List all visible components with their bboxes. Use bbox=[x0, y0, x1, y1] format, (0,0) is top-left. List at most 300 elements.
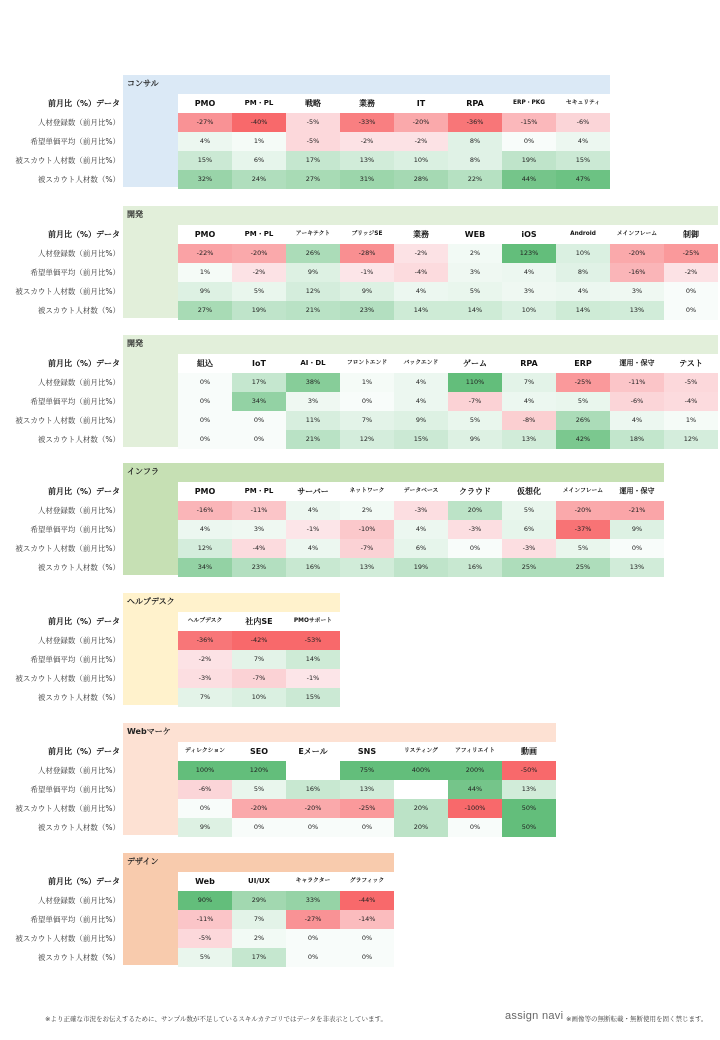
table-cell: 10% bbox=[232, 688, 286, 707]
section-title: デザイン bbox=[127, 857, 159, 866]
column-header: 業務 bbox=[394, 225, 448, 244]
table-cell: 5% bbox=[448, 282, 502, 301]
table-cell: 3% bbox=[232, 520, 286, 539]
table-cell: 44% bbox=[448, 780, 502, 799]
column-header: PM・PL bbox=[232, 94, 286, 113]
table-cell: 27% bbox=[286, 170, 340, 189]
table-cell: -1% bbox=[286, 520, 340, 539]
row-label: 被スカウト人材数（%） bbox=[37, 693, 120, 702]
table-cell: -36% bbox=[178, 631, 232, 650]
table-cell: 9% bbox=[178, 282, 232, 301]
table-cell: 21% bbox=[286, 301, 340, 320]
table-cell: 14% bbox=[394, 301, 448, 320]
table-cell: -2% bbox=[394, 244, 448, 263]
table-cell: 15% bbox=[286, 688, 340, 707]
table-cell: 42% bbox=[556, 430, 610, 449]
table-cell bbox=[394, 780, 448, 799]
table-cell: 13% bbox=[610, 558, 664, 577]
table-cell: -20% bbox=[556, 501, 610, 520]
table-cell: 3% bbox=[286, 392, 340, 411]
table-cell: 25% bbox=[556, 558, 610, 577]
row-label: 被スカウト人材数（前月比%） bbox=[15, 934, 120, 943]
table-cell: -36% bbox=[448, 113, 502, 132]
table-cell: 0% bbox=[232, 818, 286, 837]
column-header: グラフィック bbox=[340, 872, 394, 891]
table-cell: 0% bbox=[232, 411, 286, 430]
section-title: コンサル bbox=[127, 79, 159, 88]
column-header: キャラクター bbox=[286, 872, 340, 891]
table-cell: 38% bbox=[286, 373, 340, 392]
row-label: 人材登録数（前月比%） bbox=[37, 506, 120, 515]
section-title: 開発 bbox=[127, 339, 143, 348]
column-header: アフィリエイト bbox=[448, 742, 502, 761]
table-cell: 0% bbox=[340, 929, 394, 948]
section-title-band bbox=[123, 206, 718, 225]
table-cell: 15% bbox=[394, 430, 448, 449]
table-cell: 1% bbox=[340, 373, 394, 392]
table-cell: 12% bbox=[340, 430, 394, 449]
table-cell: -3% bbox=[178, 669, 232, 688]
table-cell: -27% bbox=[178, 113, 232, 132]
row-label: 希望単価平均（前月比%） bbox=[30, 525, 120, 534]
table-cell: -11% bbox=[610, 373, 664, 392]
row-label: 被スカウト人材数（%） bbox=[37, 823, 120, 832]
table-cell: 17% bbox=[232, 373, 286, 392]
column-header: RPA bbox=[448, 94, 502, 113]
table-cell: 9% bbox=[340, 282, 394, 301]
row-label: 人材登録数（前月比%） bbox=[37, 766, 120, 775]
column-header: 制御 bbox=[664, 225, 718, 244]
table-cell: 3% bbox=[502, 282, 556, 301]
column-header: PMO bbox=[178, 94, 232, 113]
table-cell: 0% bbox=[448, 818, 502, 837]
column-header: ヘルプデスク bbox=[178, 612, 232, 631]
table-cell: 5% bbox=[232, 780, 286, 799]
table-cell: 110% bbox=[448, 373, 502, 392]
table-cell: 3% bbox=[448, 263, 502, 282]
row-label: 被スカウト人材数（%） bbox=[37, 306, 120, 315]
table-cell: -5% bbox=[286, 132, 340, 151]
column-header: 仮想化 bbox=[502, 482, 556, 501]
table-cell: 4% bbox=[610, 411, 664, 430]
table-cell: 2% bbox=[340, 501, 394, 520]
table-cell: 44% bbox=[502, 170, 556, 189]
table-cell: 4% bbox=[502, 263, 556, 282]
column-header: 戦略 bbox=[286, 94, 340, 113]
table-cell: 31% bbox=[340, 170, 394, 189]
table-cell: 26% bbox=[286, 244, 340, 263]
column-header: PM・PL bbox=[232, 225, 286, 244]
table-cell: -4% bbox=[394, 263, 448, 282]
table-cell: 12% bbox=[178, 539, 232, 558]
table-cell: 25% bbox=[502, 558, 556, 577]
row-label: 被スカウト人材数（前月比%） bbox=[15, 804, 120, 813]
table-cell: 16% bbox=[286, 780, 340, 799]
section-label-column bbox=[123, 612, 178, 705]
column-header: ERP・PKG bbox=[502, 94, 556, 113]
table-cell: -10% bbox=[340, 520, 394, 539]
table-cell: 17% bbox=[232, 948, 286, 967]
table-cell: -20% bbox=[232, 244, 286, 263]
table-cell: 9% bbox=[286, 263, 340, 282]
table-cell: 14% bbox=[286, 650, 340, 669]
section-label-column bbox=[123, 482, 178, 575]
table-cell: 0% bbox=[286, 948, 340, 967]
table-cell: -2% bbox=[664, 263, 718, 282]
table-cell: 0% bbox=[610, 539, 664, 558]
table-cell: -7% bbox=[448, 392, 502, 411]
table-cell: 4% bbox=[556, 282, 610, 301]
column-header: セキュリティ bbox=[556, 94, 610, 113]
section-title: インフラ bbox=[127, 467, 159, 476]
column-header: フロントエンド bbox=[340, 354, 394, 373]
column-header: IoT bbox=[232, 354, 286, 373]
section-title-band bbox=[123, 593, 340, 612]
table-cell: 4% bbox=[556, 132, 610, 151]
table-cell: 0% bbox=[286, 929, 340, 948]
row-label: 希望単価平均（前月比%） bbox=[30, 655, 120, 664]
table-cell: 13% bbox=[340, 151, 394, 170]
table-cell: -7% bbox=[340, 539, 394, 558]
footer-note: ※より正確な市況をお伝えするために、サンプル数が不足しているスキルカテゴリではデータを非表示としています。 bbox=[45, 1015, 388, 1023]
column-header: 社内SE bbox=[232, 612, 286, 631]
table-cell: 14% bbox=[556, 301, 610, 320]
table-cell: 9% bbox=[610, 520, 664, 539]
table-cell: 50% bbox=[502, 799, 556, 818]
row-label: 被スカウト人材数（前月比%） bbox=[15, 156, 120, 165]
table-cell: -5% bbox=[664, 373, 718, 392]
table-cell: 0% bbox=[664, 301, 718, 320]
table-cell: 0% bbox=[448, 539, 502, 558]
table-cell: 200% bbox=[448, 761, 502, 780]
column-header: ブリッジSE bbox=[340, 225, 394, 244]
column-header: メインフレーム bbox=[556, 482, 610, 501]
table-cell: 0% bbox=[178, 799, 232, 818]
section-label-column bbox=[123, 94, 178, 187]
table-cell: 100% bbox=[178, 761, 232, 780]
table-cell: 5% bbox=[178, 948, 232, 967]
table-cell: -33% bbox=[340, 113, 394, 132]
table-cell: 33% bbox=[286, 891, 340, 910]
table-cell: 16% bbox=[448, 558, 502, 577]
column-header: ゲーム bbox=[448, 354, 502, 373]
table-cell: -2% bbox=[394, 132, 448, 151]
table-cell: -11% bbox=[178, 910, 232, 929]
table-cell: 7% bbox=[340, 411, 394, 430]
table-cell: 4% bbox=[394, 520, 448, 539]
column-header: Eメール bbox=[286, 742, 340, 761]
table-cell: -28% bbox=[340, 244, 394, 263]
table-cell: -100% bbox=[448, 799, 502, 818]
row-label: 被スカウト人材数（前月比%） bbox=[15, 674, 120, 683]
table-cell: -3% bbox=[502, 539, 556, 558]
table-cell: 18% bbox=[610, 430, 664, 449]
table-cell: 23% bbox=[232, 558, 286, 577]
section-title-band bbox=[123, 853, 394, 872]
table-cell: -5% bbox=[178, 929, 232, 948]
table-cell: 20% bbox=[394, 818, 448, 837]
table-cell: 4% bbox=[286, 539, 340, 558]
header-row-label: 前月比（%）データ bbox=[47, 487, 120, 496]
table-cell: -4% bbox=[664, 392, 718, 411]
table-cell: 21% bbox=[286, 430, 340, 449]
header-row-label: 前月比（%）データ bbox=[47, 747, 120, 756]
table-cell: 4% bbox=[394, 392, 448, 411]
table-cell: 4% bbox=[178, 520, 232, 539]
table-cell: 10% bbox=[502, 301, 556, 320]
table-cell: 4% bbox=[394, 373, 448, 392]
table-cell: 22% bbox=[448, 170, 502, 189]
column-header: Android bbox=[556, 225, 610, 244]
table-cell: -7% bbox=[232, 669, 286, 688]
table-cell: -53% bbox=[286, 631, 340, 650]
table-cell: 1% bbox=[664, 411, 718, 430]
table-cell: 11% bbox=[286, 411, 340, 430]
column-header: バックエンド bbox=[394, 354, 448, 373]
table-cell bbox=[286, 761, 340, 780]
row-label: 希望単価平均（前月比%） bbox=[30, 268, 120, 277]
table-cell: -4% bbox=[232, 539, 286, 558]
table-cell: 7% bbox=[232, 650, 286, 669]
table-cell: -16% bbox=[610, 263, 664, 282]
table-cell: 0% bbox=[178, 392, 232, 411]
row-label: 被スカウト人材数（前月比%） bbox=[15, 544, 120, 553]
column-header: WEB bbox=[448, 225, 502, 244]
section-title-band bbox=[123, 335, 718, 354]
section-title: 開発 bbox=[127, 210, 143, 219]
table-cell: -21% bbox=[610, 501, 664, 520]
table-cell: 4% bbox=[178, 132, 232, 151]
row-label: 被スカウト人材数（%） bbox=[37, 563, 120, 572]
table-cell: 19% bbox=[232, 301, 286, 320]
column-header: クラウド bbox=[448, 482, 502, 501]
table-cell: 50% bbox=[502, 818, 556, 837]
table-cell: -50% bbox=[502, 761, 556, 780]
column-header: アーキテクト bbox=[286, 225, 340, 244]
table-cell: -25% bbox=[556, 373, 610, 392]
table-cell: 0% bbox=[178, 430, 232, 449]
table-cell: 90% bbox=[178, 891, 232, 910]
copyright-notice: ※画像等の無断転載・無断使用を固く禁じます。 bbox=[566, 1015, 708, 1023]
table-cell: -27% bbox=[286, 910, 340, 929]
table-cell: 4% bbox=[502, 392, 556, 411]
table-cell: 6% bbox=[394, 539, 448, 558]
table-cell: -1% bbox=[286, 669, 340, 688]
table-cell: 1% bbox=[178, 263, 232, 282]
table-cell: -5% bbox=[286, 113, 340, 132]
column-header: リスティング bbox=[394, 742, 448, 761]
assign-navi-logo: assign navi bbox=[505, 1010, 564, 1022]
table-cell: 13% bbox=[610, 301, 664, 320]
column-header: 組込 bbox=[178, 354, 232, 373]
column-header: 運用・保守 bbox=[610, 354, 664, 373]
table-cell: 27% bbox=[178, 301, 232, 320]
column-header: ネットワーク bbox=[340, 482, 394, 501]
table-cell: 32% bbox=[178, 170, 232, 189]
table-cell: 3% bbox=[610, 282, 664, 301]
row-label: 人材登録数（前月比%） bbox=[37, 378, 120, 387]
row-label: 希望単価平均（前月比%） bbox=[30, 137, 120, 146]
section-title: Webマーケ bbox=[127, 727, 171, 736]
table-cell: -2% bbox=[340, 132, 394, 151]
table-cell: -3% bbox=[448, 520, 502, 539]
table-cell: 0% bbox=[178, 373, 232, 392]
column-header: SNS bbox=[340, 742, 394, 761]
table-cell: 4% bbox=[286, 501, 340, 520]
column-header: 業務 bbox=[340, 94, 394, 113]
table-cell: -22% bbox=[178, 244, 232, 263]
section-title-band bbox=[123, 463, 664, 482]
table-cell: -42% bbox=[232, 631, 286, 650]
table-cell: -1% bbox=[340, 263, 394, 282]
column-header: ディレクション bbox=[178, 742, 232, 761]
column-header: Web bbox=[178, 872, 232, 891]
table-cell: -37% bbox=[556, 520, 610, 539]
table-cell: -40% bbox=[232, 113, 286, 132]
row-label: 被スカウト人材数（%） bbox=[37, 435, 120, 444]
column-header: データベース bbox=[394, 482, 448, 501]
column-header: RPA bbox=[502, 354, 556, 373]
column-header: PMOサポート bbox=[286, 612, 340, 631]
table-cell: -20% bbox=[232, 799, 286, 818]
table-cell: 0% bbox=[286, 818, 340, 837]
table-cell: 6% bbox=[502, 520, 556, 539]
table-cell: 13% bbox=[340, 780, 394, 799]
table-cell: 5% bbox=[502, 501, 556, 520]
row-label: 希望単価平均（前月比%） bbox=[30, 785, 120, 794]
table-cell: -20% bbox=[610, 244, 664, 263]
table-cell: 9% bbox=[394, 411, 448, 430]
row-label: 希望単価平均（前月比%） bbox=[30, 397, 120, 406]
table-cell: 10% bbox=[556, 244, 610, 263]
header-row-label: 前月比（%）データ bbox=[47, 877, 120, 886]
table-cell: 8% bbox=[448, 132, 502, 151]
table-cell: -2% bbox=[178, 650, 232, 669]
header-row-label: 前月比（%）データ bbox=[47, 230, 120, 239]
table-cell: 2% bbox=[232, 929, 286, 948]
table-cell: 29% bbox=[232, 891, 286, 910]
table-cell: 5% bbox=[556, 392, 610, 411]
table-cell: 9% bbox=[448, 430, 502, 449]
table-cell: -6% bbox=[610, 392, 664, 411]
table-cell: -44% bbox=[340, 891, 394, 910]
table-cell: 0% bbox=[340, 818, 394, 837]
table-cell: 8% bbox=[556, 263, 610, 282]
table-cell: 5% bbox=[232, 282, 286, 301]
table-cell: 123% bbox=[502, 244, 556, 263]
table-cell: -11% bbox=[232, 501, 286, 520]
column-header: PM・PL bbox=[232, 482, 286, 501]
section-title-band bbox=[123, 723, 556, 742]
table-cell: 4% bbox=[394, 282, 448, 301]
row-label: 被スカウト人材数（前月比%） bbox=[15, 287, 120, 296]
table-cell: 1% bbox=[232, 132, 286, 151]
row-label: 希望単価平均（前月比%） bbox=[30, 915, 120, 924]
table-cell: 20% bbox=[448, 501, 502, 520]
table-cell: -20% bbox=[394, 113, 448, 132]
table-cell: -14% bbox=[340, 910, 394, 929]
table-cell: 20% bbox=[394, 799, 448, 818]
table-cell: 15% bbox=[178, 151, 232, 170]
table-cell: 8% bbox=[448, 151, 502, 170]
table-cell: 7% bbox=[502, 373, 556, 392]
table-cell: 5% bbox=[556, 539, 610, 558]
table-cell: 47% bbox=[556, 170, 610, 189]
table-cell: 28% bbox=[394, 170, 448, 189]
table-cell: 26% bbox=[556, 411, 610, 430]
column-header: メインフレーム bbox=[610, 225, 664, 244]
header-row-label: 前月比（%）データ bbox=[47, 617, 120, 626]
table-cell: 12% bbox=[664, 430, 718, 449]
header-row-label: 前月比（%）データ bbox=[47, 359, 120, 368]
table-cell: 6% bbox=[232, 151, 286, 170]
table-cell: -6% bbox=[556, 113, 610, 132]
column-header: iOS bbox=[502, 225, 556, 244]
section-title: ヘルプデスク bbox=[127, 597, 175, 606]
table-cell: 34% bbox=[232, 392, 286, 411]
section-label-column bbox=[123, 872, 178, 965]
column-header: PMO bbox=[178, 482, 232, 501]
table-cell: -6% bbox=[178, 780, 232, 799]
table-cell: 0% bbox=[232, 430, 286, 449]
table-cell: 5% bbox=[448, 411, 502, 430]
column-header: 動画 bbox=[502, 742, 556, 761]
table-cell: 75% bbox=[340, 761, 394, 780]
table-cell: 0% bbox=[502, 132, 556, 151]
row-label: 被スカウト人材数（%） bbox=[37, 175, 120, 184]
column-header: テスト bbox=[664, 354, 718, 373]
table-cell: 0% bbox=[340, 392, 394, 411]
table-cell: 12% bbox=[286, 282, 340, 301]
table-cell: -3% bbox=[394, 501, 448, 520]
table-cell: 23% bbox=[340, 301, 394, 320]
table-cell: 10% bbox=[394, 151, 448, 170]
table-cell: 2% bbox=[448, 244, 502, 263]
table-cell: 7% bbox=[232, 910, 286, 929]
column-header: SEO bbox=[232, 742, 286, 761]
row-label: 人材登録数（前月比%） bbox=[37, 118, 120, 127]
table-cell: 400% bbox=[394, 761, 448, 780]
table-cell: -2% bbox=[232, 263, 286, 282]
table-cell: -25% bbox=[340, 799, 394, 818]
table-cell: 120% bbox=[232, 761, 286, 780]
row-label: 人材登録数（前月比%） bbox=[37, 249, 120, 258]
column-header: PMO bbox=[178, 225, 232, 244]
table-cell: -15% bbox=[502, 113, 556, 132]
table-cell: 0% bbox=[340, 948, 394, 967]
table-cell: -8% bbox=[502, 411, 556, 430]
header-row-label: 前月比（%）データ bbox=[47, 99, 120, 108]
table-cell: -25% bbox=[664, 244, 718, 263]
column-header: IT bbox=[394, 94, 448, 113]
table-cell: 7% bbox=[178, 688, 232, 707]
table-cell: 13% bbox=[502, 780, 556, 799]
column-header: ERP bbox=[556, 354, 610, 373]
row-label: 被スカウト人材数（%） bbox=[37, 953, 120, 962]
table-cell: 13% bbox=[502, 430, 556, 449]
section-label-column bbox=[123, 742, 178, 835]
column-header: サーバー bbox=[286, 482, 340, 501]
column-header: 運用・保守 bbox=[610, 482, 664, 501]
table-cell: 19% bbox=[394, 558, 448, 577]
table-cell: 15% bbox=[556, 151, 610, 170]
table-cell: -16% bbox=[178, 501, 232, 520]
row-label: 被スカウト人材数（前月比%） bbox=[15, 416, 120, 425]
section-label-column bbox=[123, 225, 178, 318]
section-title-band bbox=[123, 75, 610, 94]
column-header: UI/UX bbox=[232, 872, 286, 891]
table-cell: 13% bbox=[340, 558, 394, 577]
